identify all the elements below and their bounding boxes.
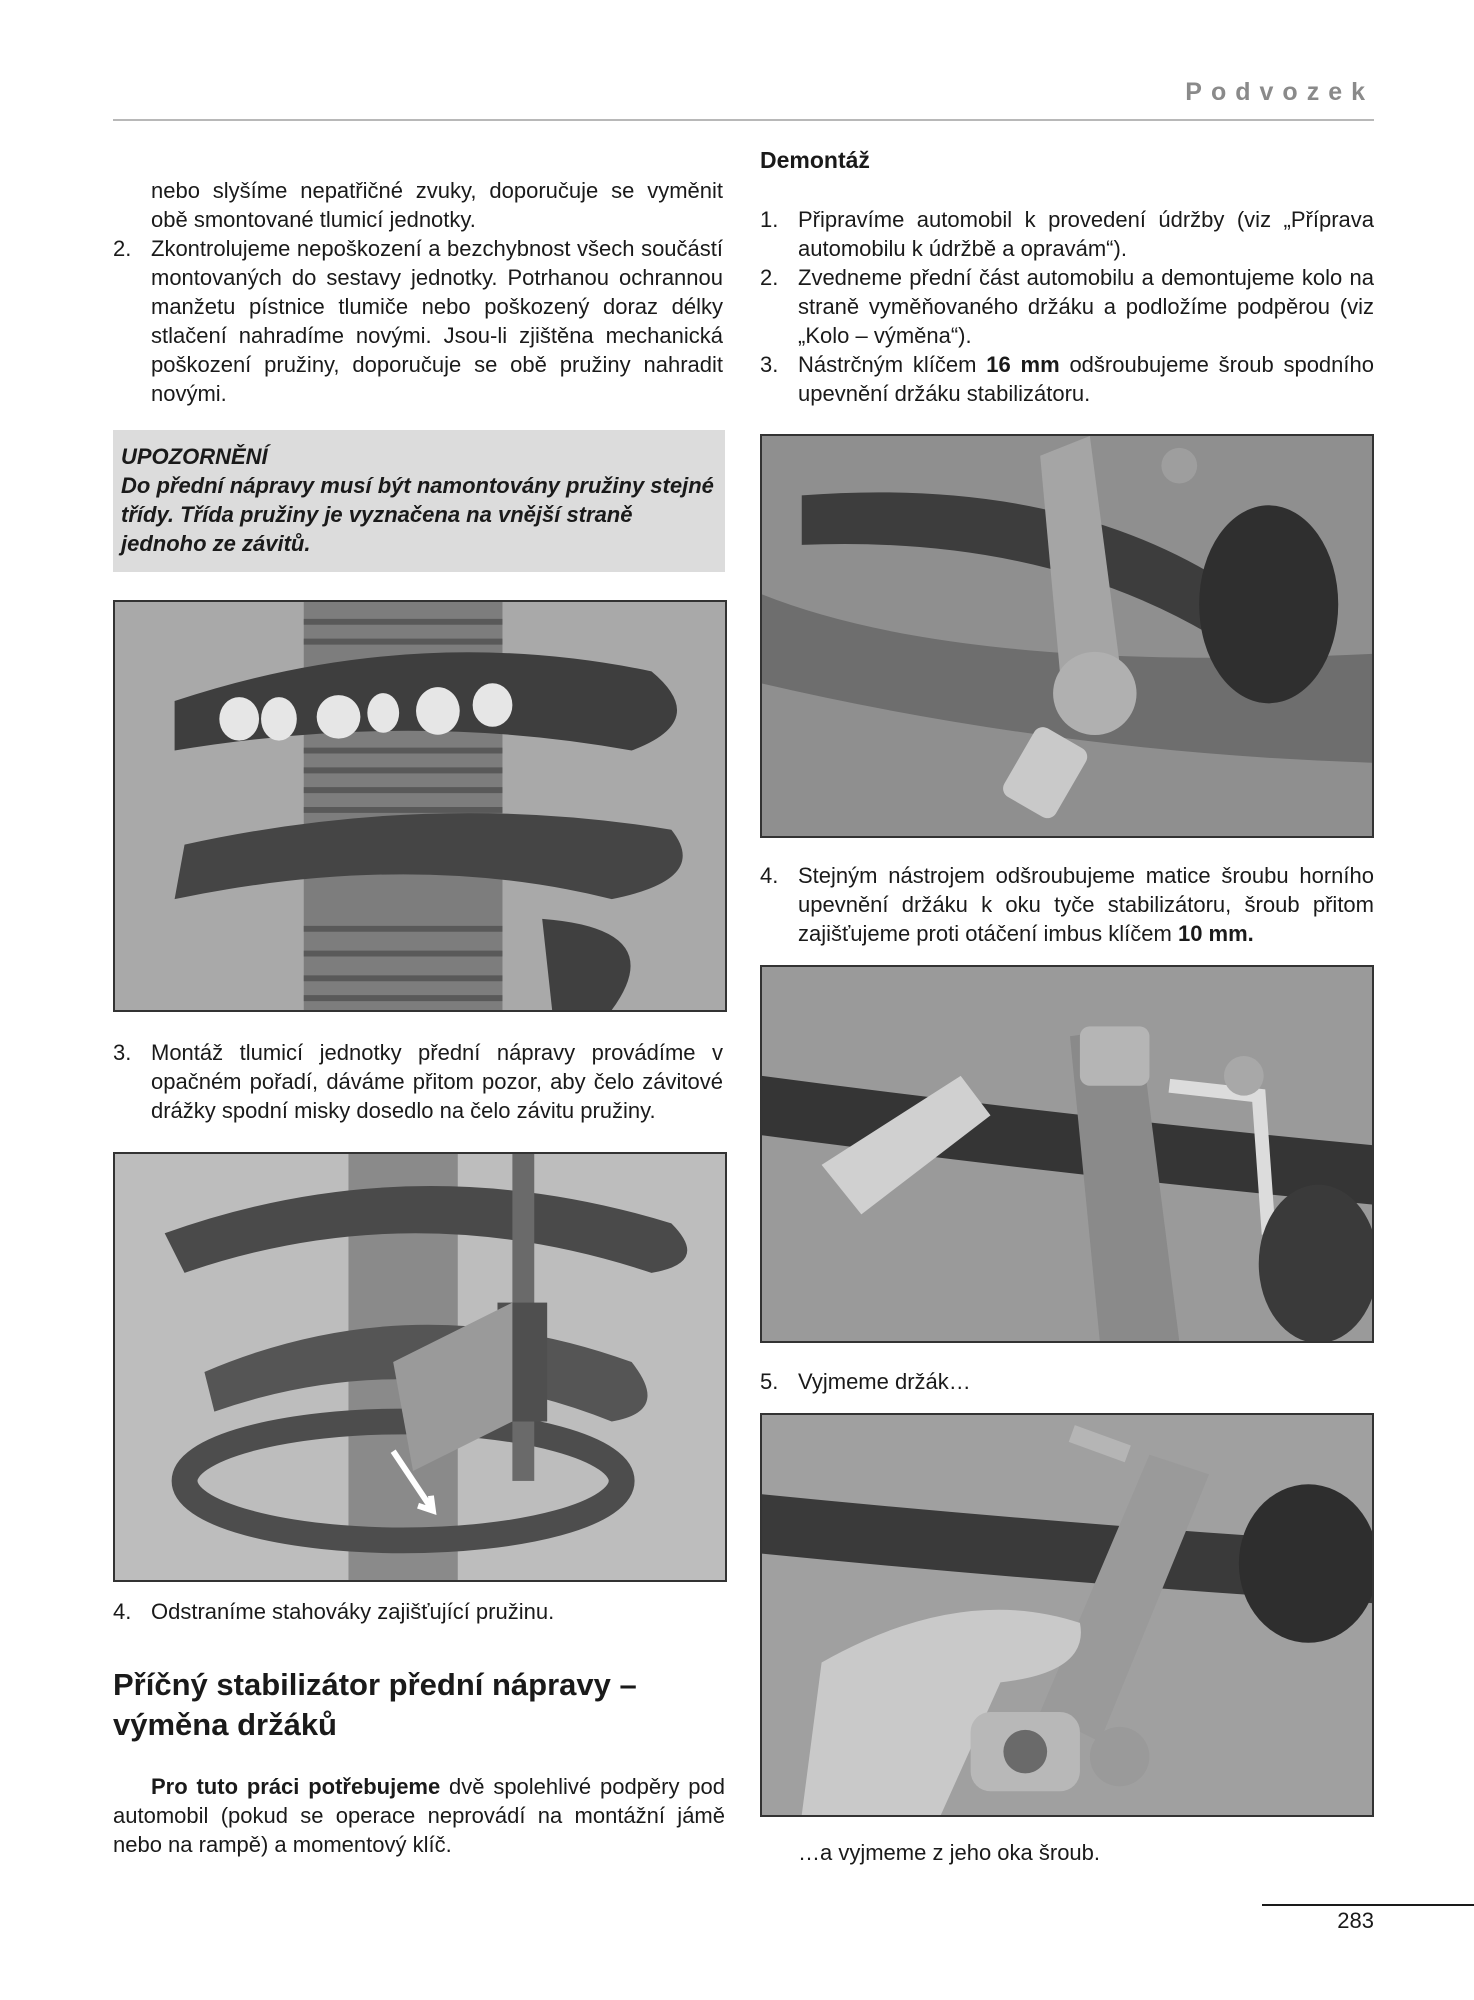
requirements-paragraph xyxy=(113,1772,725,1859)
caption-text: …a vyjmeme z jeho oka šroub. xyxy=(798,1840,1101,1865)
list-text: Zkontrolujeme nepoškození a bezchybnost všech součástí montovaných do sestavy jednotky. Potrhanou ochrannou manžetu pístnice tlumiče nebo poškozený doraz délky stlačení nahradíme novými. Jsou-li zjištěna mechanická poškození pružiny, doporučuje se obě pružiny nahradit novými. xyxy=(151,236,723,406)
left-top-text xyxy=(113,176,723,408)
photo-holder-removal xyxy=(760,1413,1374,1817)
list-text: Nástrčným klíčem xyxy=(798,352,987,377)
right-last-caption xyxy=(760,1838,1374,1867)
photo-upper-nut-removal xyxy=(760,965,1374,1343)
list-item-2 xyxy=(113,234,723,408)
list-number: 1. xyxy=(760,207,779,232)
list-text: odšroubujeme šroub spodního upevnění držáku stabilizátoru. xyxy=(798,352,1374,406)
warning-box xyxy=(113,430,725,572)
list-text: Připravíme automobil k provedení údržby (viz „Příprava automobilu k údržbě a opravám“). xyxy=(798,207,1374,261)
list-text: Montáž tlumicí jednotky přední nápravy provádíme v opačném pořadí, dáváme přitom pozor, aby čelo závitové drážky spodní misky dosedlo na čelo závitu pružiny. xyxy=(151,1040,723,1123)
right-item-5 xyxy=(760,1367,1374,1396)
photo-spring-class-marking xyxy=(113,600,727,1012)
list-text: Vyjmeme držák… xyxy=(798,1369,971,1394)
list-number: 5. xyxy=(760,1369,779,1394)
list-number: 4. xyxy=(113,1599,132,1624)
para-bold-lead: Pro tuto práci potřebujeme xyxy=(151,1774,441,1799)
list-number: 3. xyxy=(113,1040,132,1065)
list-number: 4. xyxy=(760,863,779,888)
list-text-bold: 10 mm. xyxy=(1177,921,1254,946)
list-number: 2. xyxy=(760,265,779,290)
list-text: Stejným nástrojem odšroubujeme matice šroubu horního upevnění držáku k oku tyče stabilizátoru, šroub přitom zajišťujeme proti otáčení imbus klíčem xyxy=(798,863,1374,946)
running-header: Podvozek xyxy=(1185,78,1374,106)
photo-lower-bolt-removal xyxy=(760,434,1374,838)
list-number: 2. xyxy=(113,236,132,261)
section-title: Příčný stabilizátor přední nápravy – výměna držáků xyxy=(113,1667,637,1742)
photo-spring-seat-alignment xyxy=(113,1152,727,1582)
para-rest: dvě spolehlivé podpěry pod automobil (pokud se operace neprovádí na montážní jámě nebo na rampě) a momentový klíč. xyxy=(113,1774,725,1857)
left-item-3 xyxy=(113,1038,723,1125)
list-text: Zvedneme přední část automobilu a demontujeme kolo na straně vyměňovaného držáku a podložíme podpěrou (viz „Kolo – výměna“). xyxy=(798,265,1374,348)
list-text-bold: 16 mm xyxy=(986,352,1060,377)
list-item-3 xyxy=(760,350,1374,408)
warning-text: Do přední nápravy musí být namontovány pružiny stejné třídy. Třída pružiny je vyznačena na vnější straně jednoho ze závitů. xyxy=(121,473,714,556)
list-text: Odstraníme stahováky zajišťující pružinu. xyxy=(151,1599,555,1624)
warning-title: UPOZORNĚNÍ xyxy=(121,444,268,469)
list-item-2 xyxy=(760,263,1374,350)
list-number: 3. xyxy=(760,352,779,377)
right-top-list xyxy=(760,205,1374,408)
intro-continuation: nebo slyšíme nepatřičné zvuky, doporučuje se vyměnit obě smontované tlumicí jednotky. xyxy=(151,178,723,232)
footer-rule xyxy=(1262,1904,1474,1906)
page-number: 283 xyxy=(1337,1908,1374,1933)
list-item-1 xyxy=(760,205,1374,263)
subheading-removal: Demontáž xyxy=(760,147,870,173)
left-item-4 xyxy=(113,1597,723,1626)
right-item-4 xyxy=(760,861,1374,948)
header-rule xyxy=(113,119,1374,121)
